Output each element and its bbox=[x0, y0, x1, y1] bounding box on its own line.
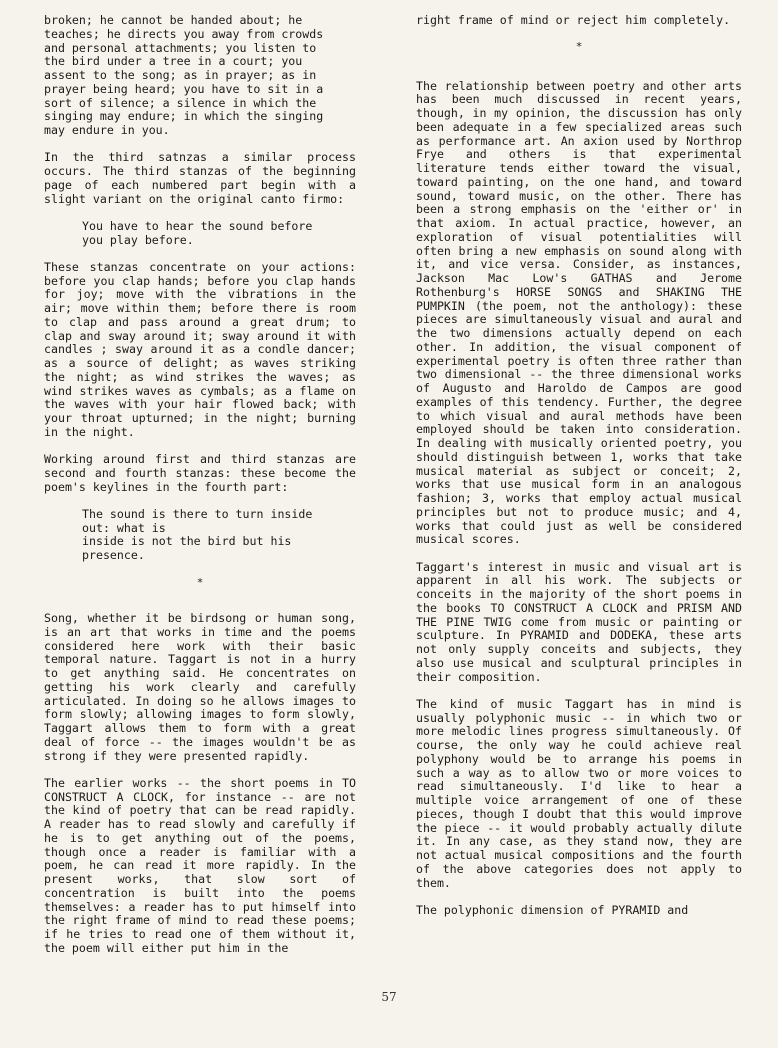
left-paragraph-1: broken; he cannot be handed about; he teaches; he directs you away from crowds and personal attachments; you listen to the bird under a tree in a court; you assent to the song; as in prayer; as in prayer being heard; you have to sit in a sort of silence; a silence in which the singing may endure; in which the singing may endure in you. bbox=[44, 13, 324, 137]
left-column bbox=[44, 14, 356, 956]
left-paragraph-4: Working around first and third stanzas are second and fourth stanzas: these become the poem's keylines in the fourth part: bbox=[44, 452, 356, 494]
right-paragraph-3: The kind of music Taggart has in mind is usually polyphonic music -- in which two or more melodic lines progress simultaneously. Of course, the only way he could achieve real polyphony would be to arrange his poems in such a way as to allow two or more voices to read simultaneously. I'd like to hear a multiple voice arrangement of one of these pieces, though I doubt that this would improve the piece -- it would probably actually dilute it. In any case, as they stand now, they are not actual musical compositions and the fourth of the above categories does not apply to them. bbox=[416, 696, 742, 890]
right-paragraph-1: The relationship between poetry and other arts has been much discussed in recent years, though, in my opinion, the discussion has only been adequate in a few specialized areas such as performance art. An axion used by Northrop Frye and others is that experimental literature tends either toward the visual, toward painting, on the one hand, and toward sound, toward music, on the other. There has been a strong emphasis on the 'either or' in that axiom. In actual practice, however, an exploration of visual potentialities will often bring a new emphasis on sound along with it, and vice versa. Consider, as instances, Jackson Mac Low's GATHAS and Jerome Rothenburg's HORSE SONGS and SHAKING THE PUMPKIN (the poem, not the anthology): these pieces are simultaneously visual and aural and the two dimensions actually depend on each other. In addition, the visual component of experimental poetry is often three rather than two dimensional -- the three dimensional works of Augusto and Haroldo de Campos are good examples of this tendency. Further, the degree to which visual and aural methods have been employed should be taken into consideration. In dealing with musically oriented poetry, you should distinguish between 1, works that take musical material as subject or conceit; 2, works that use musical form in an analogous fashion; 3, works that employ actual musical principles but not to produce music; and 4, works that could just as well be considered musical scores. bbox=[416, 78, 742, 547]
quote-hear-the-sound: You have to hear the sound before you play before. bbox=[82, 218, 313, 247]
section-separator-right: * bbox=[575, 39, 583, 53]
right-column bbox=[416, 14, 742, 918]
right-paragraph-4: The polyphonic dimension of PYRAMID and bbox=[416, 902, 689, 917]
right-paragraph-2: Taggart's interest in music and visual art is apparent in all his work. The subjects or conceits in the majority of the short poems in the books TO CONSTRUCT A CLOCK and PRISM AND THE PINE TWIG come from music or painting or sculpture. In PYRAMID and DODEKA, these arts not only supply conceits and subjects, they also use musical and sculptural principles in their composition. bbox=[416, 559, 742, 684]
right-paragraph-0: right frame of mind or reject him completely. bbox=[416, 13, 731, 27]
page-number: 57 bbox=[381, 990, 397, 1004]
quote-sound-is-there: The sound is there to turn inside out: what is inside is not the bird but his presence. bbox=[82, 506, 313, 562]
left-paragraph-6: The earlier works -- the short poems in TO CONSTRUCT A CLOCK, for instance -- are not the kind of poetry that can be read rapidly. A reader has to read slowly and carefully if he is to get anything out of the poems, though once a reader is familiar with a poem, he can read it more rapidly. In the present works, that slow sort of concentration is built into the poems themselves: a reader has to put himself into the right frame of mind to read these poems; if he tries to read one of them without it, the poem will either put him in the bbox=[44, 775, 356, 955]
section-separator-left: * bbox=[196, 576, 204, 590]
left-paragraph-3: These stanzas concentrate on your actions: before you clap hands; before you clap hands for joy; move with the vibrations in the air; move within them; before there is room to clap and pass around a great drum; to clap and sway around it; sway around it with candles ; sway around it as a condle dancer; as a source of delight; as waves striking the night; as wind strikes the waves; as wind strikes waves as cymbals; as a flame on the waves with your hair flowed back; with your throat upturned; in the night; burning in the night. bbox=[44, 259, 356, 439]
left-paragraph-5: Song, whether it be birdsong or human song, is an art that works in time and the poems considered here work with their basic temporal nature. Taggart is not in a hurry to get anything said. He concentrates on getting his work clearly and carefully articulated. In doing so he allows images to form slowly; allowing images to form slowly, Taggart allows them to form with a great deal of force -- the images wouldn't be as strong if they were presented rapidly. bbox=[44, 611, 356, 763]
left-paragraph-2: In the third satnzas a similar process occurs. The third stanzas of the beginning page of each numbered part begin with a slight variant on the original canto firmo: bbox=[44, 150, 356, 206]
